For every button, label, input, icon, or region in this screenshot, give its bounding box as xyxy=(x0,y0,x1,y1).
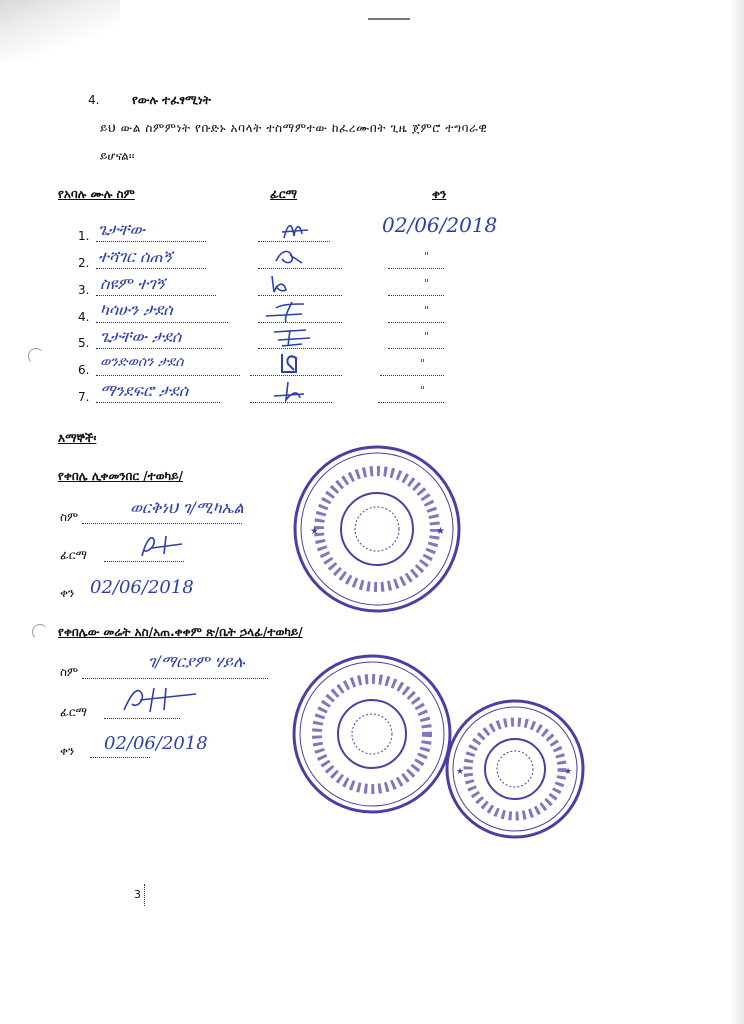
section-text-line1: ይህ ውል ስምምነት የቡድኑ አባላት ተስማምተው ከፈረሙበት ጊዜ ጀምሮ ተግባራዊ xyxy=(100,121,488,135)
name-line xyxy=(96,321,228,323)
member-signature xyxy=(270,378,310,404)
header-signature: ፊርማ xyxy=(270,187,298,201)
svg-text:★: ★ xyxy=(456,767,465,777)
row-number: 2. xyxy=(78,256,90,270)
row-number: 1. xyxy=(78,229,90,243)
punch-hole-mark xyxy=(28,348,44,364)
page-number-mark xyxy=(144,884,146,906)
row-number: 3. xyxy=(78,283,90,297)
row-number: 7. xyxy=(78,390,90,404)
member-date: " xyxy=(420,357,426,370)
member-name: ጌታቸው ታደሰ xyxy=(100,327,182,346)
date-line xyxy=(388,267,444,269)
name-line xyxy=(96,401,220,403)
svg-text:★: ★ xyxy=(436,526,445,537)
receiver2-title: የቀበሌው መሬት አስ/አጠ.ቀቀም ጽ/ቤት ኃላፊ/ተወካይ/ xyxy=(58,625,303,639)
header-full-name: የአባሉ ሙሉ ስም xyxy=(58,187,135,201)
date-line xyxy=(378,401,444,403)
receiver1-date-label: ቀን xyxy=(60,586,75,600)
name-line xyxy=(96,267,206,269)
official-stamp-icon xyxy=(444,698,586,840)
member-date: " xyxy=(424,330,430,343)
official-stamp-icon xyxy=(292,444,462,614)
folded-corner xyxy=(0,0,120,60)
member-signature xyxy=(272,245,306,269)
svg-text:★: ★ xyxy=(564,767,573,777)
punch-hole-mark xyxy=(32,624,48,640)
page-edge-shadow xyxy=(730,0,744,1024)
receiver1-name-line xyxy=(82,522,242,524)
date-line xyxy=(380,374,444,376)
receiver1-name-value: ወርቅነህ ገ/ሚካኤል xyxy=(130,498,244,517)
receiver2-sign-label: ፊርማ xyxy=(60,705,88,719)
receiver2-name-label: ስም xyxy=(60,665,79,679)
member-signature xyxy=(280,220,310,244)
receiver1-date-value: 02/06/2018 xyxy=(90,577,194,598)
receiver1-name-label: ስም xyxy=(60,510,79,524)
member-date: 02/06/2018 xyxy=(382,213,498,237)
official-stamp-icon xyxy=(290,652,454,816)
top-mark xyxy=(368,18,410,20)
date-line xyxy=(388,321,444,323)
member-date: " xyxy=(424,304,430,317)
name-line xyxy=(96,294,216,296)
member-signature xyxy=(262,298,308,324)
receiver2-date-line xyxy=(90,756,150,758)
member-date: " xyxy=(420,384,426,397)
row-number: 4. xyxy=(78,310,90,324)
member-name: ተሻገር ሰጠኝ xyxy=(98,247,173,266)
name-line xyxy=(96,240,206,242)
member-name: ካሳሁን ታደሰ xyxy=(100,300,173,319)
receiver1-title: የቀበሌ ሊቀመንበር /ተወካይ/ xyxy=(58,469,183,483)
date-line xyxy=(388,347,444,349)
receiver2-signature xyxy=(118,684,202,718)
name-line xyxy=(96,347,222,349)
page-number: 3 xyxy=(134,888,141,901)
receiver2-date-label: ቀን xyxy=(60,744,75,758)
witnesses-heading: እማኞች፡ xyxy=(58,431,97,445)
member-name: ጌታቸው xyxy=(98,220,145,239)
receiver1-signature xyxy=(136,530,188,562)
row-number: 6. xyxy=(78,363,90,377)
member-name: ወንድወሰን ታደሰ xyxy=(100,354,184,370)
section-heading: የውሉ ተፈፃሚነት xyxy=(132,93,211,107)
header-date: ቀን xyxy=(432,187,447,201)
member-date: " xyxy=(424,250,430,263)
section-text-line2: ይሆናል፡፡ xyxy=(100,149,135,163)
svg-text:★: ★ xyxy=(310,526,319,537)
member-signature xyxy=(266,272,296,296)
receiver1-sign-label: ፊርማ xyxy=(60,548,88,562)
section-number: 4. xyxy=(88,93,100,107)
member-name: ስዩም ተገኝ xyxy=(100,274,166,293)
receiver2-name-line xyxy=(82,677,268,679)
row-number: 5. xyxy=(78,336,90,350)
name-line xyxy=(96,374,240,376)
member-name: ማንደፍሮ ታደሰ xyxy=(100,381,189,400)
receiver2-date-value: 02/06/2018 xyxy=(104,733,208,754)
member-signature xyxy=(270,324,314,350)
member-signature xyxy=(276,350,302,376)
date-line xyxy=(388,294,444,296)
member-date: " xyxy=(424,277,430,290)
receiver2-name-value: ገ/ማርያም ሃይሉ xyxy=(148,652,245,671)
